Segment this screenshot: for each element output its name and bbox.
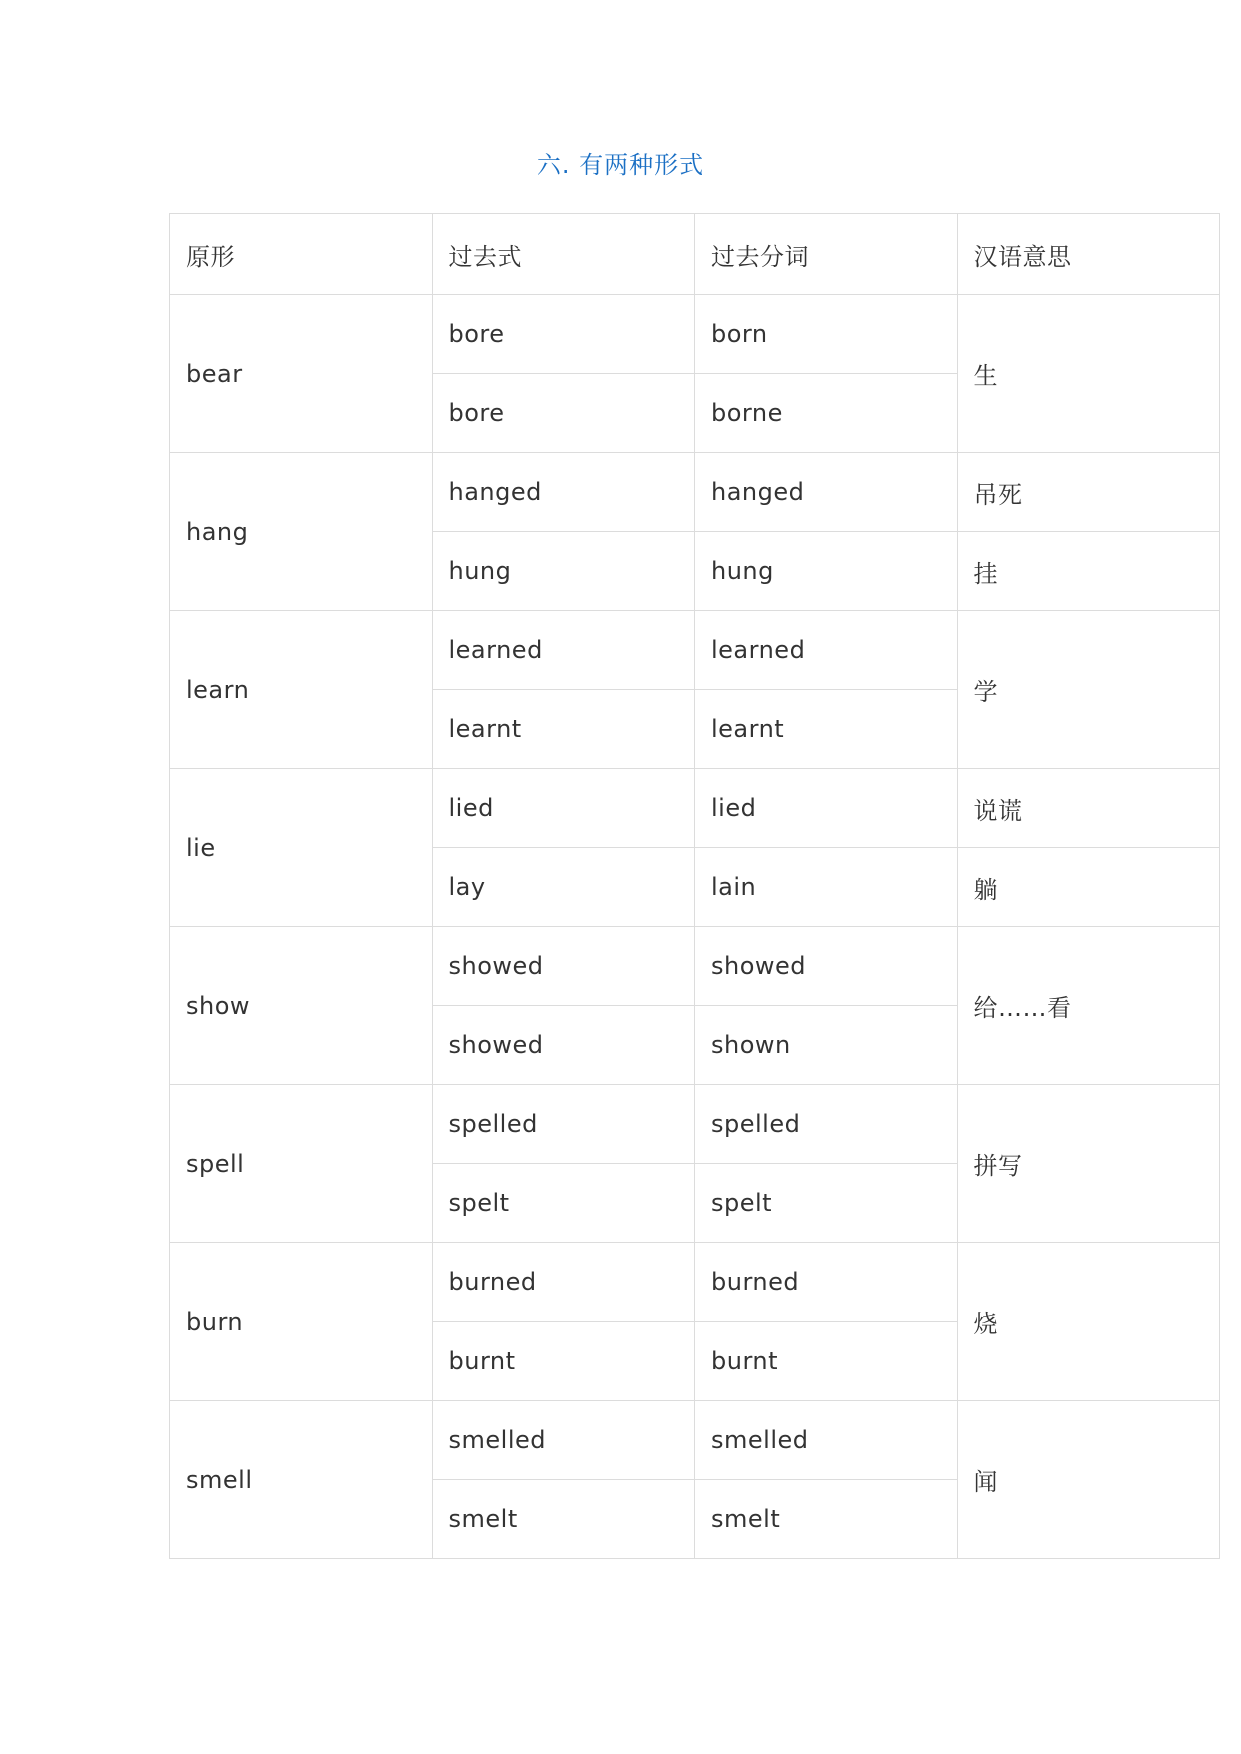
meaning-cell: 拼写 bbox=[957, 1085, 1220, 1243]
past-participle-cell: lied bbox=[695, 769, 958, 848]
base-form-cell: spell bbox=[170, 1085, 433, 1243]
past-tense-cell: burnt bbox=[432, 1322, 695, 1401]
past-participle-cell: learnt bbox=[695, 690, 958, 769]
table-row bbox=[170, 769, 1220, 848]
meaning-cell: 生 bbox=[957, 295, 1220, 453]
past-participle-cell: lain bbox=[695, 848, 958, 927]
past-tense-cell: spelled bbox=[432, 1085, 695, 1164]
meaning-cell: 挂 bbox=[957, 532, 1220, 611]
past-participle-cell: hanged bbox=[695, 453, 958, 532]
base-form-cell: lie bbox=[170, 769, 433, 927]
base-form-cell: learn bbox=[170, 611, 433, 769]
past-participle-cell: born bbox=[695, 295, 958, 374]
meaning-cell: 躺 bbox=[957, 848, 1220, 927]
past-participle-cell: hung bbox=[695, 532, 958, 611]
past-participle-cell: smelt bbox=[695, 1480, 958, 1559]
past-tense-cell: spelt bbox=[432, 1164, 695, 1243]
past-participle-cell: spelled bbox=[695, 1085, 958, 1164]
past-tense-cell: smelled bbox=[432, 1401, 695, 1480]
base-form-cell: hang bbox=[170, 453, 433, 611]
past-tense-cell: learnt bbox=[432, 690, 695, 769]
past-tense-cell: lied bbox=[432, 769, 695, 848]
past-participle-cell: smelled bbox=[695, 1401, 958, 1480]
base-form-cell: show bbox=[170, 927, 433, 1085]
table-row bbox=[170, 1085, 1220, 1164]
header-past-tense: 过去式 bbox=[432, 214, 695, 295]
past-participle-cell: learned bbox=[695, 611, 958, 690]
past-tense-cell: lay bbox=[432, 848, 695, 927]
past-tense-cell: burned bbox=[432, 1243, 695, 1322]
past-tense-cell: learned bbox=[432, 611, 695, 690]
past-tense-cell: hanged bbox=[432, 453, 695, 532]
base-form-cell: burn bbox=[170, 1243, 433, 1401]
table-row bbox=[170, 453, 1220, 532]
past-participle-cell: showed bbox=[695, 927, 958, 1006]
past-tense-cell: hung bbox=[432, 532, 695, 611]
header-past-participle: 过去分词 bbox=[695, 214, 958, 295]
table-header-row bbox=[170, 214, 1220, 295]
meaning-cell: 烧 bbox=[957, 1243, 1220, 1401]
past-tense-cell: smelt bbox=[432, 1480, 695, 1559]
base-form-cell: smell bbox=[170, 1401, 433, 1559]
meaning-cell: 说谎 bbox=[957, 769, 1220, 848]
past-participle-cell: burnt bbox=[695, 1322, 958, 1401]
meaning-cell: 吊死 bbox=[957, 453, 1220, 532]
table-row bbox=[170, 1243, 1220, 1322]
header-base-form: 原形 bbox=[170, 214, 433, 295]
meaning-cell: 闻 bbox=[957, 1401, 1220, 1559]
table-row bbox=[170, 1401, 1220, 1480]
past-participle-cell: spelt bbox=[695, 1164, 958, 1243]
past-tense-cell: showed bbox=[432, 1006, 695, 1085]
header-chinese-meaning: 汉语意思 bbox=[957, 214, 1220, 295]
past-tense-cell: bore bbox=[432, 374, 695, 453]
table-row bbox=[170, 611, 1220, 690]
page-title: 六. 有两种形式 bbox=[536, 151, 705, 179]
table-row bbox=[170, 295, 1220, 374]
meaning-cell: 学 bbox=[957, 611, 1220, 769]
past-participle-cell: burned bbox=[695, 1243, 958, 1322]
base-form-cell: bear bbox=[170, 295, 433, 453]
past-tense-cell: showed bbox=[432, 927, 695, 1006]
past-participle-cell: borne bbox=[695, 374, 958, 453]
past-tense-cell: bore bbox=[432, 295, 695, 374]
verb-forms-table bbox=[169, 213, 1220, 1559]
past-participle-cell: shown bbox=[695, 1006, 958, 1085]
table-row bbox=[170, 927, 1220, 1006]
meaning-cell: 给……看 bbox=[957, 927, 1220, 1085]
